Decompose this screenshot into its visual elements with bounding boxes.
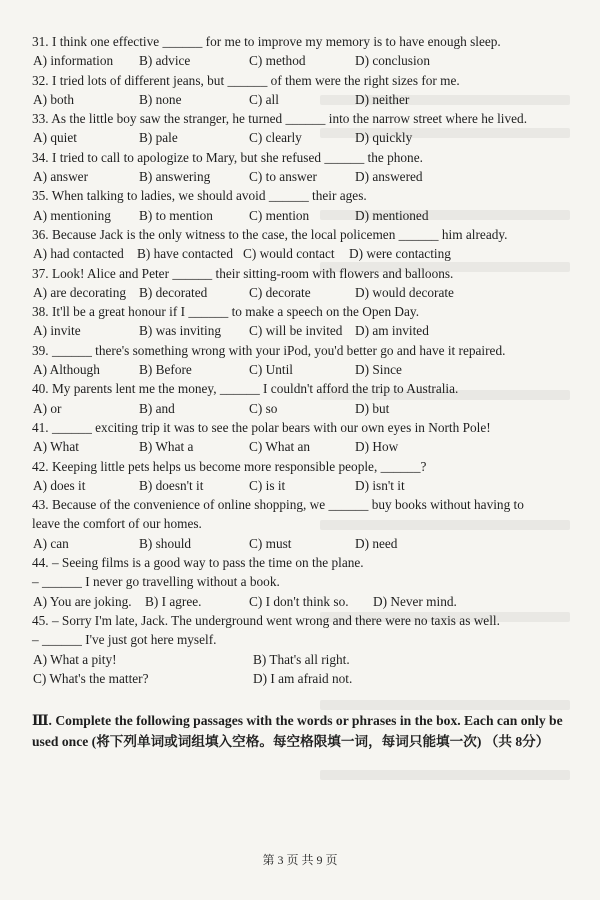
option: A) both <box>33 91 74 107</box>
option: D) were contacting <box>349 246 451 262</box>
option: C) will be invited <box>249 323 343 339</box>
option: C) mention <box>249 207 310 223</box>
question-stem: 36. Because Jack is the only witness to the case, the local policemen ______ him already. <box>32 226 508 242</box>
option: C) What an <box>249 439 311 455</box>
option: D) answered <box>355 169 423 185</box>
option: A) quiet <box>33 130 77 146</box>
option: B) I agree. <box>145 593 202 609</box>
option: C) What's the matter? <box>33 670 149 686</box>
option: C) all <box>249 91 279 107</box>
option: A) You are joking. <box>33 593 132 609</box>
options-row <box>32 399 580 418</box>
option: C) Until <box>249 362 293 378</box>
question-stem: 34. I tried to call to apologize to Mary, but she refused ______ the phone. <box>32 149 423 165</box>
option: D) quickly <box>355 130 413 146</box>
option: B) have contacted <box>137 246 233 262</box>
option: A) What <box>33 439 79 455</box>
option: B) advice <box>139 53 191 69</box>
option: B) answering <box>139 169 211 185</box>
option: C) method <box>249 53 306 69</box>
options-row <box>32 476 580 495</box>
option: D) mentioned <box>355 207 429 223</box>
options-row <box>32 206 580 225</box>
option: B) Before <box>139 362 192 378</box>
option: A) mentioning <box>33 207 111 223</box>
option: D) am invited <box>355 323 429 339</box>
option: B) decorated <box>139 284 208 300</box>
option: B) none <box>139 91 182 107</box>
options-row <box>32 244 580 263</box>
question-stem: 32. I tried lots of different jeans, but ______ of them were the right sizes for me. <box>32 72 460 88</box>
question-stem: 38. It'll be a great honour if I ______ to make a speech on the Open Day. <box>32 304 420 320</box>
question-stem: 43. Because of the convenience of online shopping, we ______ buy books without having to <box>32 497 524 513</box>
question-stem: 35. When talking to ladies, we should avoid ______ their ages. <box>32 188 367 204</box>
option: A) are decorating <box>33 284 127 300</box>
question-stem: 37. Look! Alice and Peter ______ their sitting-room with flowers and balloons. <box>32 265 454 281</box>
question-stem: 44. – Seeing films is a good way to pass the time on the plane. <box>32 555 364 571</box>
question-stem-continued: – ______ I've just got here myself. <box>32 632 217 648</box>
option: A) or <box>33 400 62 416</box>
option: A) does it <box>33 477 86 493</box>
option: B) and <box>139 400 175 416</box>
option: C) I don't think so. <box>249 593 349 609</box>
options-row <box>32 283 580 302</box>
option: B) to mention <box>139 207 213 223</box>
option: A) Although <box>33 362 100 378</box>
question-stem: 39. ______ there's something wrong with your iPod, you'd better go and have it repaired. <box>32 342 506 358</box>
options-row <box>32 534 580 553</box>
option: B) What a <box>139 439 194 455</box>
option: D) would decorate <box>355 284 454 300</box>
options-row <box>32 90 580 109</box>
question-stem-continued: – ______ I never go travelling without a book. <box>32 574 280 590</box>
question-stem-continued: leave the comfort of our homes. <box>32 516 202 532</box>
option: A) answer <box>33 169 89 185</box>
question-stem: 31. I think one effective ______ for me to improve my memory is to have enough sleep. <box>32 34 501 49</box>
option: C) is it <box>249 477 286 493</box>
option: C) must <box>249 535 292 551</box>
option: D) I am afraid not. <box>253 670 353 686</box>
option: D) neither <box>355 91 410 107</box>
option: B) was inviting <box>139 323 221 339</box>
question-stem: 40. My parents lent me the money, ______ I couldn't afford the trip to Australia. <box>32 381 459 397</box>
options-row <box>32 321 580 340</box>
options-row <box>32 650 580 669</box>
options-row <box>32 669 580 688</box>
option: B) should <box>139 535 192 551</box>
option: A) information <box>33 53 114 69</box>
option: A) had contacted <box>33 246 124 262</box>
option: D) Never mind. <box>373 593 457 609</box>
section-heading: Ⅲ. Complete the following passages with the words or phrases in the box. Each can only be used once (将下列单词或词组填入空格。每空格限填一词，每词只能填一次) （共 8分） <box>32 713 563 750</box>
options-row <box>32 437 580 456</box>
bleed-through <box>320 770 570 780</box>
exam-page <box>32 32 580 752</box>
options-row <box>32 167 580 186</box>
option: C) would contact <box>243 246 335 262</box>
option: D) conclusion <box>355 53 430 69</box>
options-row <box>32 592 580 611</box>
option: A) What a pity! <box>33 651 117 667</box>
options-row <box>32 51 580 70</box>
option: D) need <box>355 535 398 551</box>
option: B) pale <box>139 130 178 146</box>
option: D) isn't it <box>355 477 405 493</box>
question-stem: 41. ______ exciting trip it was to see the polar bears with our own eyes in North Pole! <box>32 419 491 435</box>
question-stem: 33. As the little boy saw the stranger, he turned ______ into the narrow street where he lived. <box>32 111 528 127</box>
page-number: 第 3 页 共 9 页 <box>262 853 338 867</box>
question-stem: 45. – Sorry I'm late, Jack. The underground went wrong and there were no taxis as well. <box>32 612 500 628</box>
option: B) doesn't it <box>139 477 204 493</box>
option: D) but <box>355 400 390 416</box>
question-stem: 42. Keeping little pets helps us become more responsible people, ______? <box>32 458 427 474</box>
option: D) How <box>355 439 399 455</box>
option: C) clearly <box>249 130 302 146</box>
option: D) Since <box>355 362 402 378</box>
options-row <box>32 360 580 379</box>
options-row <box>32 128 580 147</box>
option: C) to answer <box>249 169 317 185</box>
option: B) That's all right. <box>253 651 350 667</box>
option: A) can <box>33 535 69 551</box>
option: A) invite <box>33 323 81 339</box>
option: C) decorate <box>249 284 311 300</box>
option: C) so <box>249 400 278 416</box>
